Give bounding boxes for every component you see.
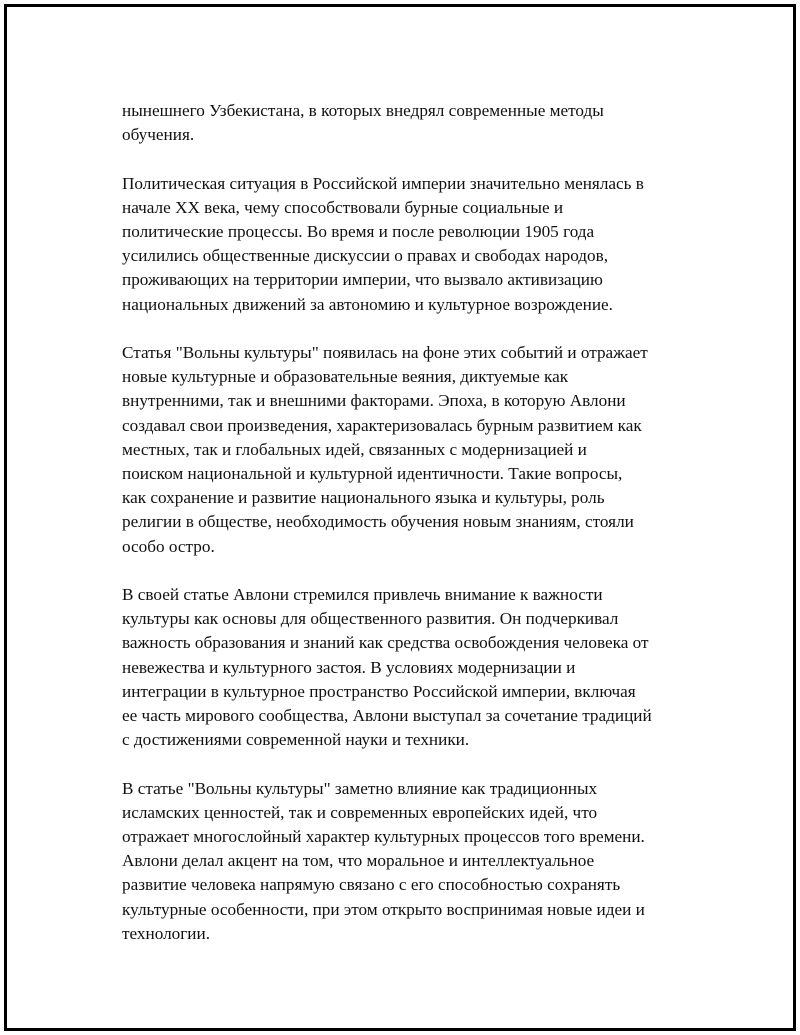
paragraph-5: В статье "Вольны культуры" заметно влияние как традиционных исламских ценностей, так и современных европейских идей, что отражает многослойный характер культурных процессов того времени. Авлони делал акцент на том, что моральное и интеллектуальное развитие человека напрямую связано с его способностью сохранять культурные особенности, при этом открыто воспринимая новые идеи и технологии. [122,778,645,943]
paragraph-2: Политическая ситуация в Российской империи значительно менялась в начале XX века, чему способствовали бурные социальные и политические процессы. Во время и после революции 1905 года усилились общественные дискуссии о правах и свободах народов, проживающих на территории империи, что вызвало активизацию национальных движений за автономию и культурное возрождение. [122,173,644,314]
paragraph-3: Статья "Вольны культуры" появилась на фоне этих событий и отражает новые культурные и образовательные веяния, диктуемые как внутренними, так и внешними факторами. Эпоха, в которую Авлони создавал свои произведения, характеризовалась бурным развитием как местных, так и глобальных идей, связанных с модернизацией и поиском национальной и культурной идентичности. Такие вопросы, как сохранение и развитие национального языка и культуры, роль религии в обществе, необходимость обучения новым знаниям, стояли особо остро. [122,343,648,556]
paragraph-4: В своей статье Авлони стремился привлечь внимание к важности культуры как основы для общественного развития. Он подчеркивал важность образования и знаний как средства освобождения человека от невежества и культурного застоя. В условиях модернизации и интеграции в культурное пространство Российской империи, включая ее часть мирового сообщества, Авлони выступал за сочетание традиций с достижениями современной науки и техники. [122,585,652,750]
paragraph-1: нынешнего Узбекистана, в которых внедрял современные методы обучения. [122,101,604,145]
page-body-text [122,99,702,970]
page-frame [4,4,796,1031]
